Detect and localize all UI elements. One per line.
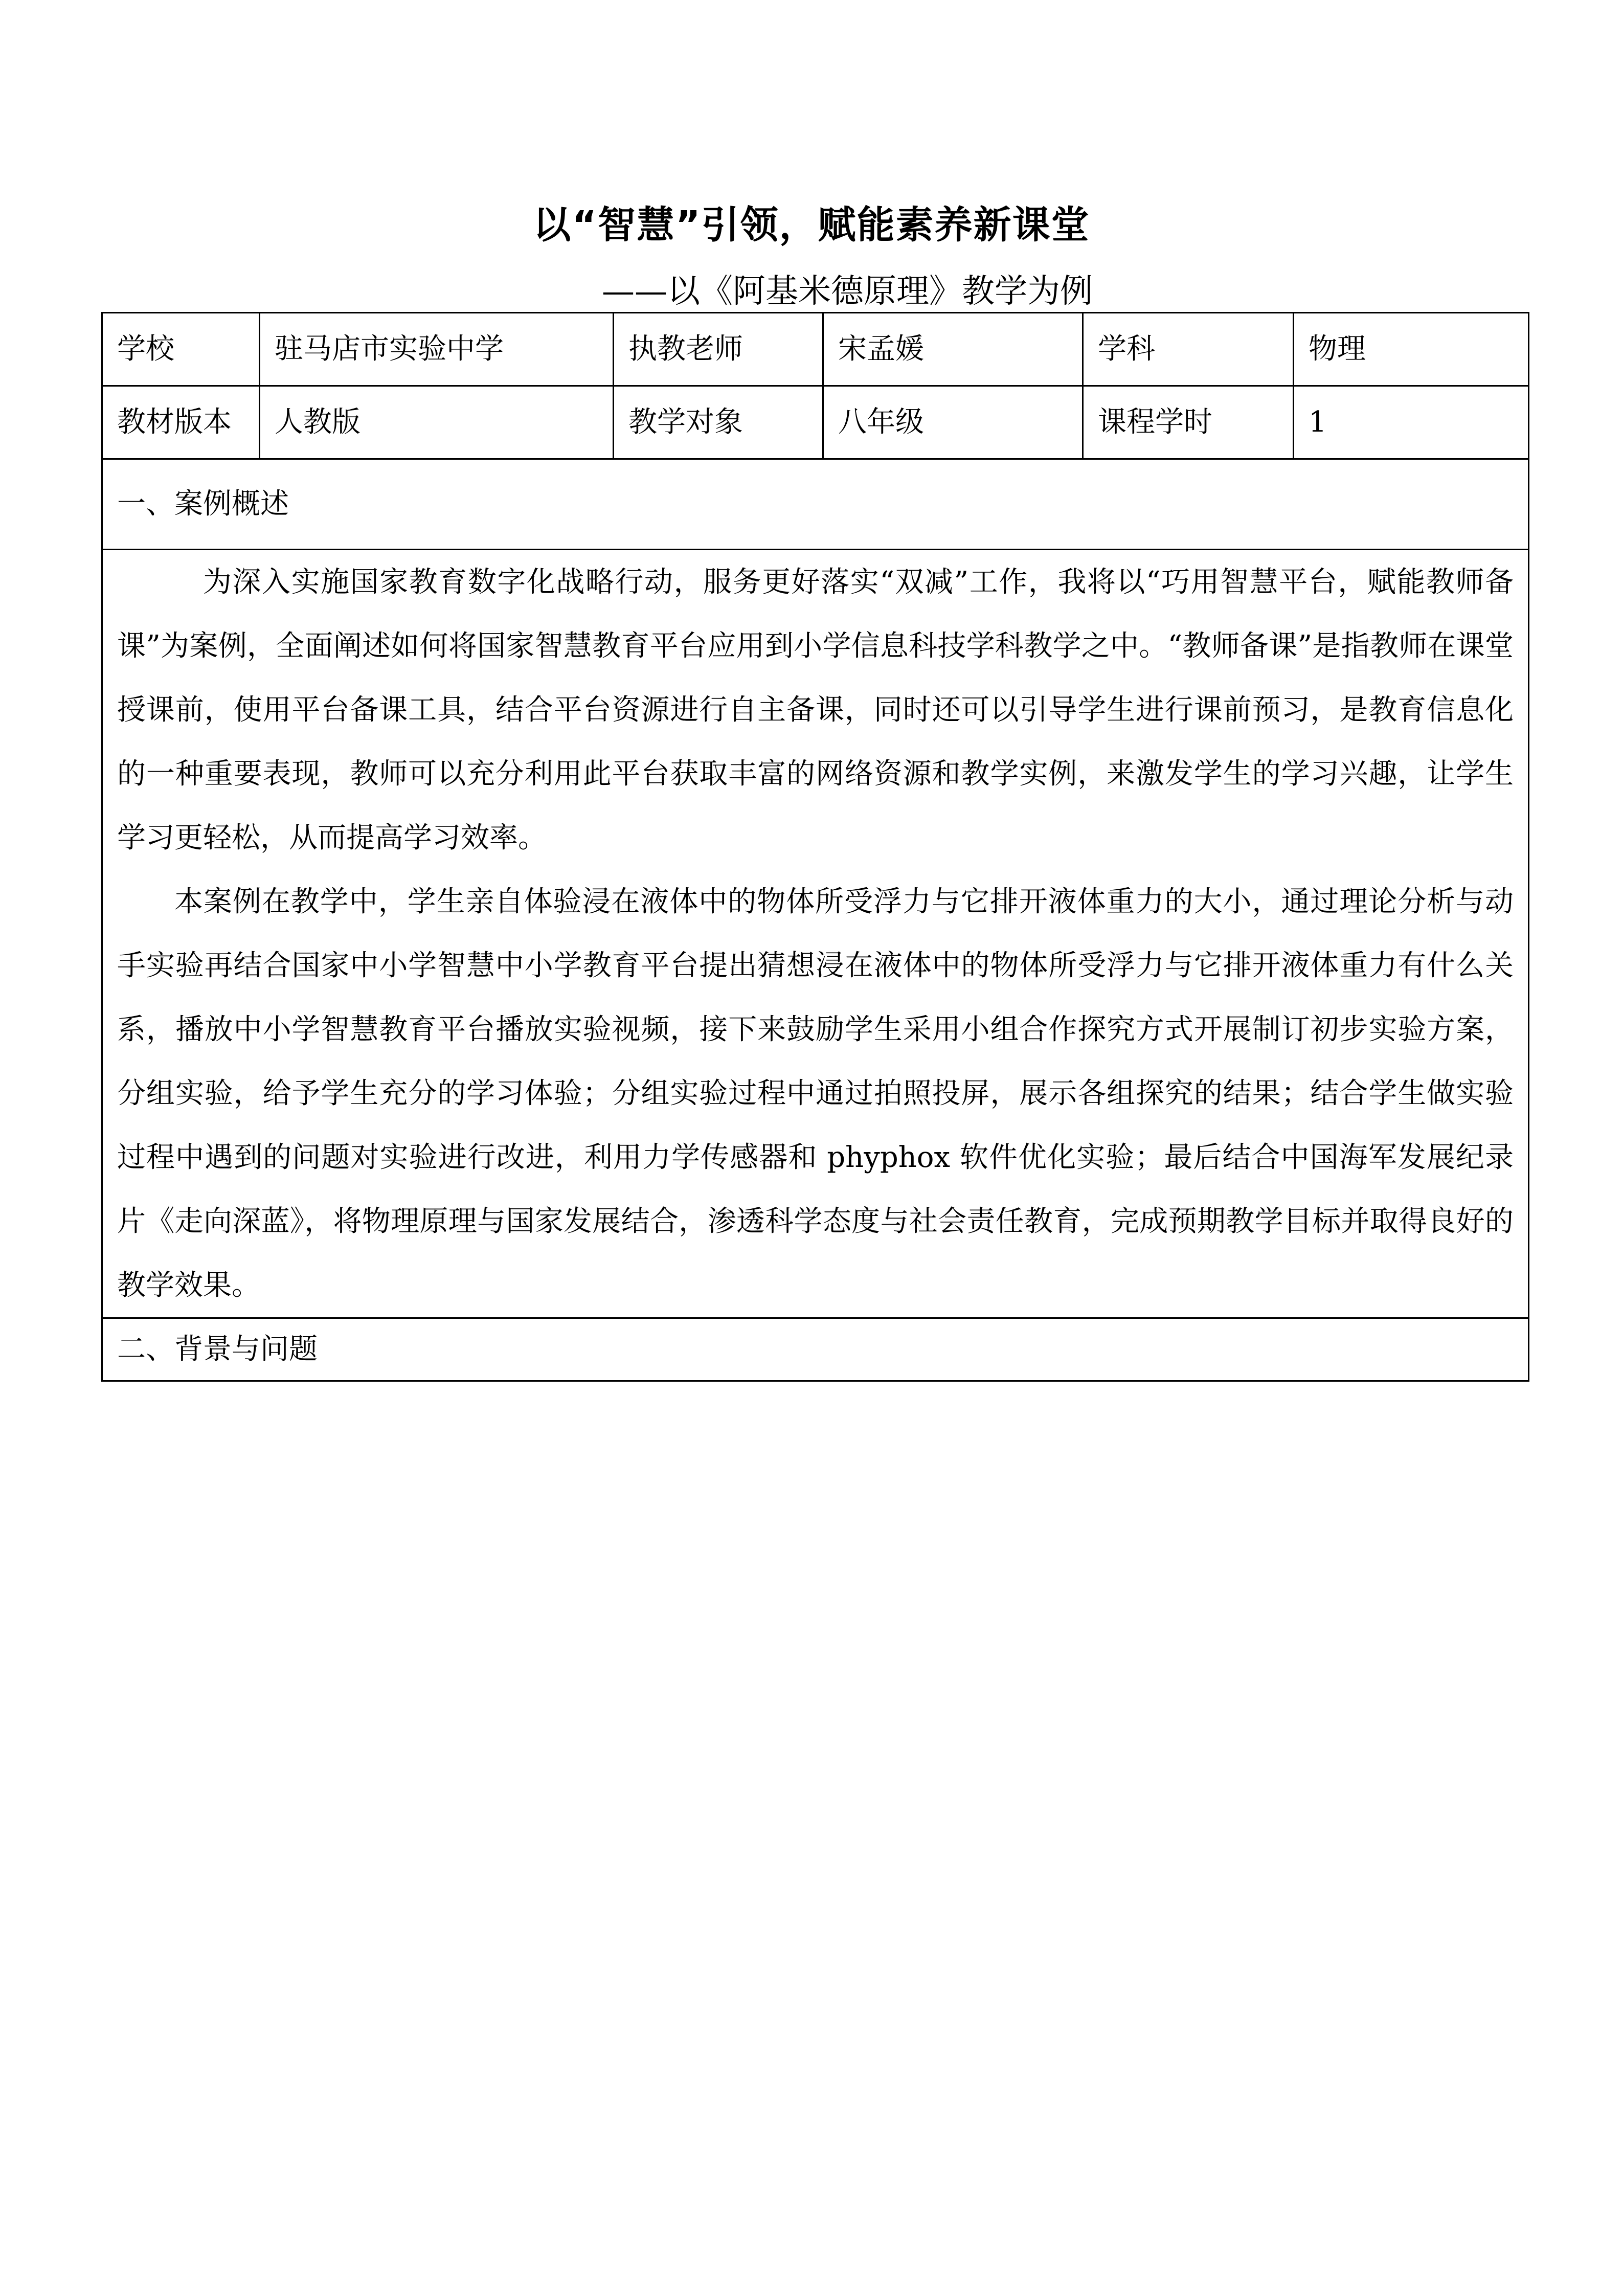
audience-value: 八年级: [823, 386, 1083, 459]
document-title: 以“智慧”引领，赋能素养新课堂: [533, 203, 1090, 247]
overview-paragraph-2: 本案例在教学中，学生亲自体验浸在液体中的物体所受浮力与它排开液体重力的大小，通过理论分析与动手实验再结合国家中小学智慧中小学教育平台提出猜想浸在液体中的物体所受浮力与它排开液体重力有什么关系，播放中小学智慧教育平台播放实验视频，接下来鼓励学生采用小组合作探究方式开展制订初步实验方案，分组实验，给予学生充分的学习体验；分组实验过程中通过拍照投屏，展示各组探究的结果；结合学生做实验过程中遇到的问题对实验进行改进，利用力学传感器和 phyphox 软件优化实验；最后结合中国海军发展纪录片《走向深蓝》，将物理原理与国家发展结合，渗透科学态度与社会责任教育，完成预期教学目标并取得良好的教学效果。: [117, 885, 1514, 1302]
edition-value: 人教版: [260, 386, 614, 459]
info-row-1: [102, 313, 1529, 386]
overview-heading-row: [102, 459, 1529, 550]
document-subtitle: ——以《阿基米德原理》教学为例: [602, 273, 1093, 310]
overview-heading: 一、案例概述: [102, 459, 1529, 550]
audience-label: 教学对象: [614, 386, 823, 459]
teacher-label: 执教老师: [614, 313, 823, 386]
hours-value: 1: [1294, 386, 1529, 459]
hours-label: 课程学时: [1083, 386, 1294, 459]
subject-label: 学科: [1083, 313, 1294, 386]
overview-body-row: [102, 550, 1529, 1318]
background-heading-row: [102, 1318, 1529, 1381]
info-table: [101, 312, 1529, 1382]
school-value: 驻马店市实验中学: [260, 313, 614, 386]
info-row-2: [102, 386, 1529, 459]
subject-value: 物理: [1294, 313, 1529, 386]
background-heading: 二、背景与问题: [102, 1318, 1529, 1381]
edition-label: 教材版本: [102, 386, 260, 459]
overview-paragraph-1: 为深入实施国家教育数字化战略行动，服务更好落实“双减”工作，我将以“巧用智慧平台，赋能教师备课”为案例，全面阐述如何将国家智慧教育平台应用到小学信息科技学科教学之中。“教师备课”是指教师在课堂授课前，使用平台备课工具，结合平台资源进行自主备课，同时还可以引导学生进行课前预习，是教育信息化的一种重要表现，教师可以充分利用此平台获取丰富的网络资源和教学实例，来激发学生的学习兴趣，让学生学习更轻松，从而提高学习效率。: [117, 566, 1514, 854]
overview-body: [102, 550, 1529, 1318]
teacher-value: 宋孟媛: [823, 313, 1083, 386]
school-label: 学校: [102, 313, 260, 386]
